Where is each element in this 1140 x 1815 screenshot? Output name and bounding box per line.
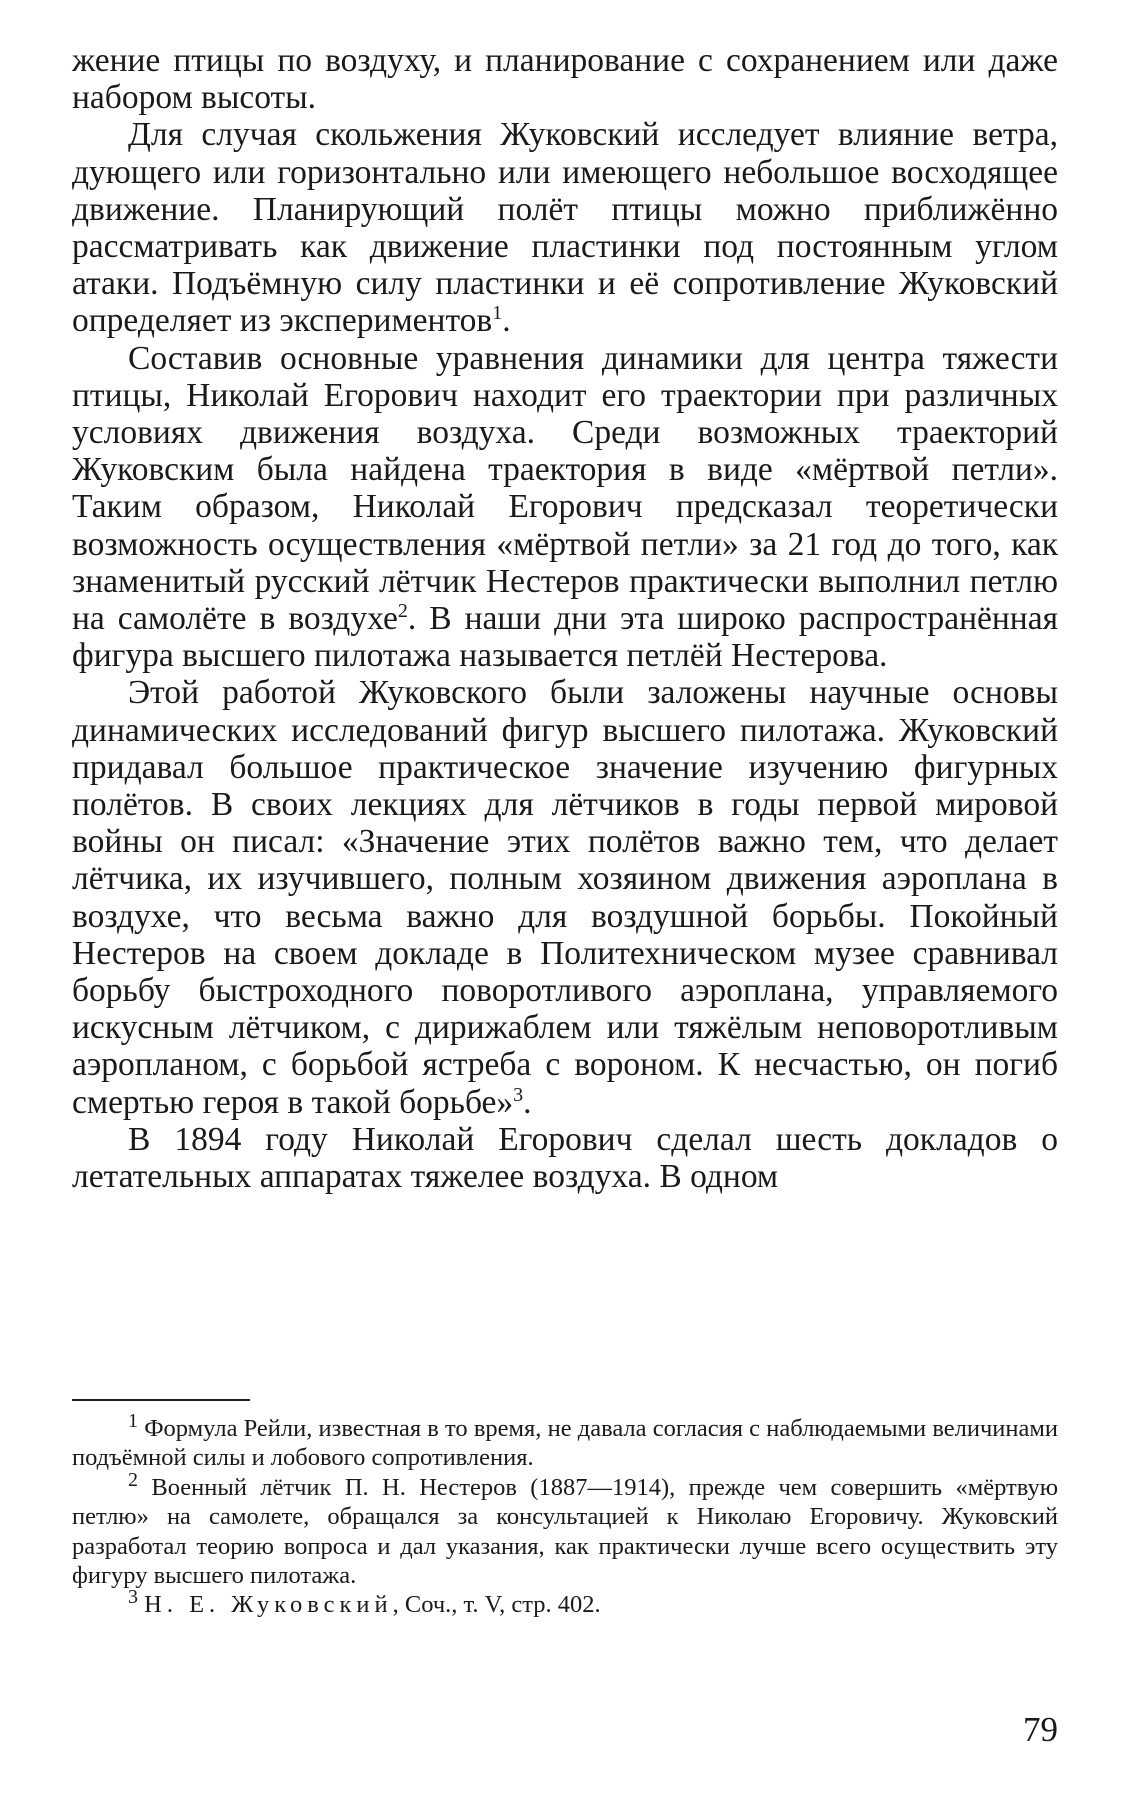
footnote-divider (72, 1399, 250, 1401)
footnote-1 (72, 1409, 1058, 1473)
paragraph-5 (72, 1121, 1058, 1195)
footnote-ref-3: 3 (513, 1083, 524, 1106)
footnote-ref-2: 2 (397, 599, 408, 622)
paragraph-2: Для случая скольжения Жуковский исследует влияние ветра, дующего или горизонтально или имеющего небольшое восходящее движение. Планирующий полёт птицы можно приближённо рассматривать как движение пластинки под постоянным углом атаки. Подъёмную силу пластинки и её сопротивление Жуковский определяет из экспериментов$^1$. (72, 116, 1058, 340)
paragraph-2-text: Для случая скольжения Жуковский исследует влияние ветра, дующего или горизонтально или имеющего небольшое восходящее движение. Планирующий полёт птицы можно приближённо рассматривать как движение пластинки под постоянным углом атаки. Подъёмную силу пластинки и её сопротивление Жуковский определяет из экспериментов (72, 116, 1058, 340)
footnote-1-text: Формула Рейли, известная в то время, не давала согласия с наблюдаемыми величинами подъёмной силы и лобового сопротивления. (72, 1415, 1058, 1472)
footnote-3-author: Н. Е. Жуковский (144, 1591, 393, 1619)
main-text (72, 42, 1058, 1195)
paragraph-4: Этой работой Жуковского были заложены научные основы динамических исследований фигур высшего пилотажа. Жуковский придавал большое практическое значение изучению фигурных полётов. В своих лекциях для лётчиков в годы первой мировой войны он писал: «Значение этих полётов важно тем, что делает лётчика, их изучившего, полным хозяином движения аэроплана в воздухе, что весьма важно для воздушной борьбы. Покойный Нестеров на своем докладе в Политехническом музее сравнивал борьбу быстроходного поворотливого аэроплана, управляемого искусным лётчиком, с дирижаблем или тяжёлым неповоротливым аэропланом, с борьбой ястреба с вороном. К несчастью, он погиб смертью героя в такой борьбе»$^3$. (72, 674, 1058, 1121)
footnote-ref-1: 1 (492, 302, 503, 325)
paragraph-1 (72, 42, 1058, 116)
footnotes (72, 1409, 1058, 1620)
paragraph-5-text: В 1894 году Николай Егорович сделал шесть докладов о летательных аппаратах тяжелее воздуха. В одном (72, 1120, 1058, 1196)
paragraph-3-tail: В наши дни эта широко распространённая фигура высшего пилотажа называется петлёй Нестерова. (72, 600, 1059, 675)
footnote-3 (72, 1586, 1058, 1619)
page-number: 79 (1023, 1710, 1058, 1749)
paragraph-1-text: жение птицы по воздуху, и планирование с сохранением или даже набором высоты. (72, 42, 1058, 117)
footnote-1-mark: 1 (128, 1409, 138, 1432)
paragraph-4-text: Этой работой Жуковского были заложены научные основы динамических исследований фигур высшего пилотажа. Жуковский придавал большое практическое значение изучению фигурных полётов. В своих лекциях для лётчиков в годы первой мировой войны он писал: «Значение этих полётов важно тем, что делает лётчика, их изучившего, полным хозяином движения аэроплана в воздухе, что весьма важно для воздушной борьбы. Покойный Нестеров на своем докладе в Политехническом музее сравнивал борьбу быстроходного поворотливого аэроплана, управляемого искусным лётчиком, с дирижаблем или тяжёлым неповоротливым аэропланом, с борьбой ястреба с вороном. К несчастью, он погиб смертью героя в такой борьбе» (72, 674, 1058, 1121)
footnote-2-mark: 2 (128, 1468, 138, 1491)
footnote-2 (72, 1468, 1058, 1591)
footnote-3-mark: 3 (128, 1586, 138, 1609)
footnote-3-source: , Соч., т. V, стр. 402. (392, 1591, 601, 1619)
footnote-2-text: Военный лётчик П. Н. Нестеров (1887—1914), прежде чем совершить «мёртвую петлю» на самолете, обращался за консультацией к Николаю Егоровичу. Жуковский разработал теорию вопроса и дал указания, как практически лучше всего осуществить эту фигуру высшего пилотажа. (72, 1473, 1058, 1590)
paragraph-3-text: Составив основные уравнения динамики для центра тяжести птицы, Николай Егорович находит его траектории при различных условиях движения воздуха. Среди возможных траекторий Жуковским была найдена траектория в виде «мёртвой петли». Таким образом, Николай Егорович предсказал теоретически возможность осуществления «мёртвой петли» за 21 год до того, как знаменитый русский лётчик Нестеров практически выполнил петлю на самолёте в воздухе (72, 339, 1058, 638)
paragraph-3: Составив основные уравнения динамики для центра тяжести птицы, Николай Егорович находит его траектории при различных условиях движения воздуха. Среди возможных траекторий Жуковским была найдена траектория в виде «мёртвой петли». Таким образом, Николай Егорович предсказал теоретически возможность осуществления «мёртвой петли» за 21 год до того, как знаменитый русский лётчик Нестеров практически выполнил петлю на самолёте в воздухе$^2$. В наши дни эта широко распространённая фигура высшего пилотажа называется петлёй Нестерова. (72, 339, 1059, 675)
